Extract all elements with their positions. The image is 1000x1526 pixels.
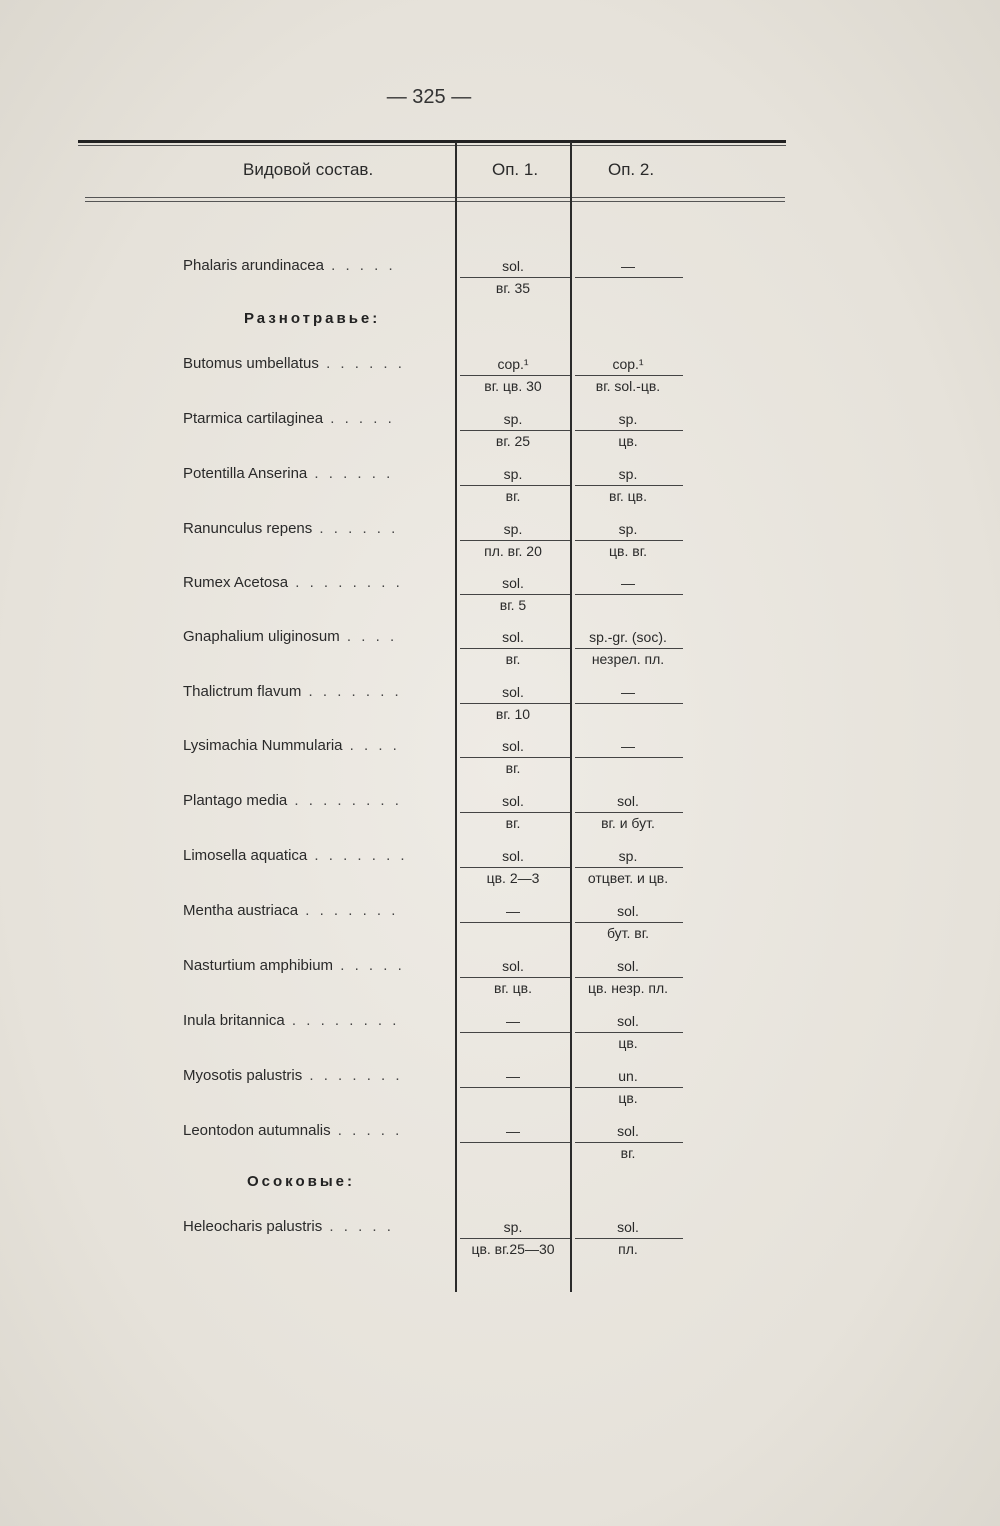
op1-phenology: цв. вг.25—30	[471, 1241, 555, 1257]
species-name-row	[183, 628, 445, 645]
species-name-row	[183, 574, 445, 591]
op1-phenology: вг. цв.	[494, 980, 532, 996]
species-name: Limosella aquatica	[183, 847, 308, 864]
header-rule-1	[85, 197, 785, 198]
leader-dots: . . . . .	[333, 957, 405, 974]
op2-cell-rule	[575, 922, 683, 923]
species-name: Ptarmica cartilaginea	[183, 410, 324, 427]
op1-abundance: sol.	[502, 958, 524, 974]
op1-abundance: sp.	[503, 466, 523, 482]
species-name: Thalictrum flavum	[183, 683, 302, 700]
op1-phenology: вг. 35	[495, 280, 531, 296]
op2-abundance: sp.	[618, 521, 638, 537]
species-name-row	[183, 737, 445, 754]
species-name: Ranunculus repens	[183, 520, 313, 537]
op1-abundance: sol.	[502, 793, 524, 809]
op2-phenology: вг. и бут.	[601, 815, 655, 831]
op2-cell-rule	[575, 375, 683, 376]
species-name: Phalaris arundinacea	[183, 257, 324, 274]
op1-cell-rule	[460, 812, 570, 813]
species-name-row	[183, 410, 445, 427]
op1-phenology: вг.	[505, 651, 521, 667]
header-species: Видовой состав.	[243, 160, 374, 179]
leader-dots: . . . .	[339, 628, 398, 645]
op1-cell-rule	[460, 1032, 570, 1033]
op1-phenology: вг. 5	[499, 597, 527, 613]
op1-abundance: sol.	[502, 684, 524, 700]
section-sedges: Осоковые:	[247, 1173, 356, 1190]
leader-dots: . . . . . . . .	[284, 1012, 400, 1029]
op2-cell-rule	[575, 594, 683, 595]
leader-dots: . . . . . . .	[298, 902, 399, 919]
species-name-row	[183, 1218, 445, 1235]
op1-cell-rule	[460, 1087, 570, 1088]
op2-phenology: отцвет. и цв.	[587, 870, 669, 886]
op2-cell-rule	[575, 430, 683, 431]
species-name: Leontodon autumnalis	[183, 1122, 331, 1139]
op1-abundance: —	[506, 1068, 520, 1084]
header-col2: Оп. 2.	[608, 160, 655, 179]
op2-abundance: sol.	[617, 903, 639, 919]
op2-cell-rule	[575, 1032, 683, 1033]
op2-cell-rule	[575, 867, 683, 868]
species-name: Butomus umbellatus	[183, 355, 319, 372]
table-top-rule-thin	[78, 145, 786, 146]
op2-cell-rule	[575, 485, 683, 486]
species-name-row	[183, 792, 445, 809]
op1-abundance: —	[506, 903, 520, 919]
op1-cell-rule	[460, 540, 570, 541]
op1-cell-rule	[460, 1238, 570, 1239]
species-name-row	[183, 957, 445, 974]
op2-cell-rule	[575, 757, 683, 758]
op2-abundance: sol.	[617, 1013, 639, 1029]
op2-cell-rule	[575, 1142, 683, 1143]
op1-cell-rule	[460, 1142, 570, 1143]
op2-phenology: вг. цв.	[609, 488, 647, 504]
species-name-row	[183, 902, 445, 919]
op1-abundance: sp.	[503, 521, 523, 537]
leader-dots: . . . . . . .	[301, 683, 402, 700]
op1-phenology: пл. вг. 20	[484, 543, 542, 559]
leader-dots: . . . . .	[323, 410, 395, 427]
species-name-row	[183, 355, 445, 372]
op1-abundance: sp.	[503, 411, 523, 427]
header-col1: Оп. 1.	[492, 160, 539, 179]
species-name: Gnaphalium uliginosum	[183, 628, 340, 645]
op2-abundance: cop.¹	[612, 356, 644, 372]
op2-abundance: —	[621, 258, 635, 274]
op2-abundance: —	[621, 575, 635, 591]
op2-phenology: цв.	[618, 1090, 638, 1106]
species-name: Heleocharis palustris	[183, 1218, 323, 1235]
op2-phenology: вг.	[620, 1145, 636, 1161]
op2-abundance: sol.	[617, 1123, 639, 1139]
op1-abundance: sol.	[502, 738, 524, 754]
op2-phenology: цв.	[618, 433, 638, 449]
leader-dots: . . . . . .	[312, 520, 399, 537]
page-number: — 325 —	[386, 86, 472, 108]
op2-abundance: sol.	[617, 1219, 639, 1235]
op1-cell-rule	[460, 430, 570, 431]
op2-abundance: sp.	[618, 848, 638, 864]
op2-abundance: sol.	[617, 793, 639, 809]
op1-cell-rule	[460, 703, 570, 704]
op1-phenology: вг.	[505, 488, 521, 504]
op1-cell-rule	[460, 922, 570, 923]
species-name: Myosotis palustris	[183, 1067, 303, 1084]
leader-dots: . . . . .	[330, 1122, 403, 1139]
species-name: Inula britannica	[183, 1012, 285, 1029]
table-top-rule	[78, 140, 786, 143]
op2-phenology: вг. sol.-цв.	[595, 378, 661, 394]
op2-abundance: un.	[618, 1068, 638, 1084]
op1-phenology: цв. 2—3	[486, 870, 540, 886]
leader-dots: . . . . .	[322, 1218, 394, 1235]
op1-cell-rule	[460, 277, 570, 278]
op2-cell-rule	[575, 812, 683, 813]
leader-dots: . . . .	[342, 737, 400, 754]
op1-abundance: sol.	[502, 848, 524, 864]
op1-abundance: sol.	[502, 575, 524, 591]
op2-cell-rule	[575, 1087, 683, 1088]
species-name-row	[183, 257, 445, 274]
op1-abundance: —	[506, 1013, 520, 1029]
species-name: Plantago media	[183, 792, 288, 809]
op2-phenology: бут. вг.	[606, 925, 650, 941]
op2-cell-rule	[575, 648, 683, 649]
op1-cell-rule	[460, 594, 570, 595]
op2-abundance: —	[621, 684, 635, 700]
leader-dots: . . . . . . . .	[287, 792, 402, 809]
species-name: Potentilla Anserina	[183, 465, 308, 482]
op2-abundance: sol.	[617, 958, 639, 974]
species-name: Mentha austriaca	[183, 902, 299, 919]
species-name-row	[183, 847, 445, 864]
op2-abundance: sp.-gr. (soc).	[589, 629, 667, 645]
op1-phenology: вг. 10	[495, 706, 531, 722]
op1-cell-rule	[460, 757, 570, 758]
species-name-row	[183, 1012, 445, 1029]
op2-abundance: —	[621, 738, 635, 754]
op2-abundance: sp.	[618, 466, 638, 482]
op1-cell-rule	[460, 648, 570, 649]
column-divider-2	[570, 142, 572, 1292]
species-name-row	[183, 465, 445, 482]
op2-phenology: цв. вг.	[609, 543, 647, 559]
op1-phenology: вг. цв. 30	[484, 378, 542, 394]
op2-phenology: цв.	[618, 1035, 638, 1051]
op2-cell-rule	[575, 1238, 683, 1239]
leader-dots: . . . . .	[323, 257, 396, 274]
species-name-row	[183, 520, 445, 537]
op2-cell-rule	[575, 277, 683, 278]
species-name-row	[183, 683, 445, 700]
op2-cell-rule	[575, 977, 683, 978]
op1-cell-rule	[460, 485, 570, 486]
op2-phenology: цв. незр. пл.	[587, 980, 669, 996]
species-name-row	[183, 1122, 445, 1139]
op1-phenology: вг.	[505, 760, 521, 776]
op2-phenology: незрел. пл.	[591, 651, 665, 667]
header-rule-2	[85, 201, 785, 202]
op1-abundance: cop.¹	[497, 356, 529, 372]
leader-dots: . . . . . .	[307, 465, 394, 482]
op1-cell-rule	[460, 977, 570, 978]
op1-abundance: sp.	[503, 1219, 523, 1235]
op1-phenology: вг.	[505, 815, 521, 831]
op2-cell-rule	[575, 540, 683, 541]
op2-abundance: sp.	[618, 411, 638, 427]
species-name: Rumex Acetosa	[183, 574, 289, 591]
species-name: Nasturtium amphibium	[183, 957, 334, 974]
leader-dots: . . . . . . .	[307, 847, 408, 864]
op1-cell-rule	[460, 375, 570, 376]
op1-abundance: sol.	[502, 258, 524, 274]
op2-phenology: пл.	[618, 1241, 638, 1257]
leader-dots: . . . . . . . .	[288, 574, 403, 591]
leader-dots: . . . . . .	[318, 355, 405, 372]
op2-cell-rule	[575, 703, 683, 704]
section-forbs: Разнотравье:	[244, 310, 381, 327]
leader-dots: . . . . . . .	[302, 1067, 403, 1084]
op1-phenology: вг. 25	[495, 433, 531, 449]
species-name: Lysimachia Nummularia	[183, 737, 343, 754]
op1-cell-rule	[460, 867, 570, 868]
op1-abundance: sol.	[502, 629, 524, 645]
op1-abundance: —	[506, 1123, 520, 1139]
species-name-row	[183, 1067, 445, 1084]
